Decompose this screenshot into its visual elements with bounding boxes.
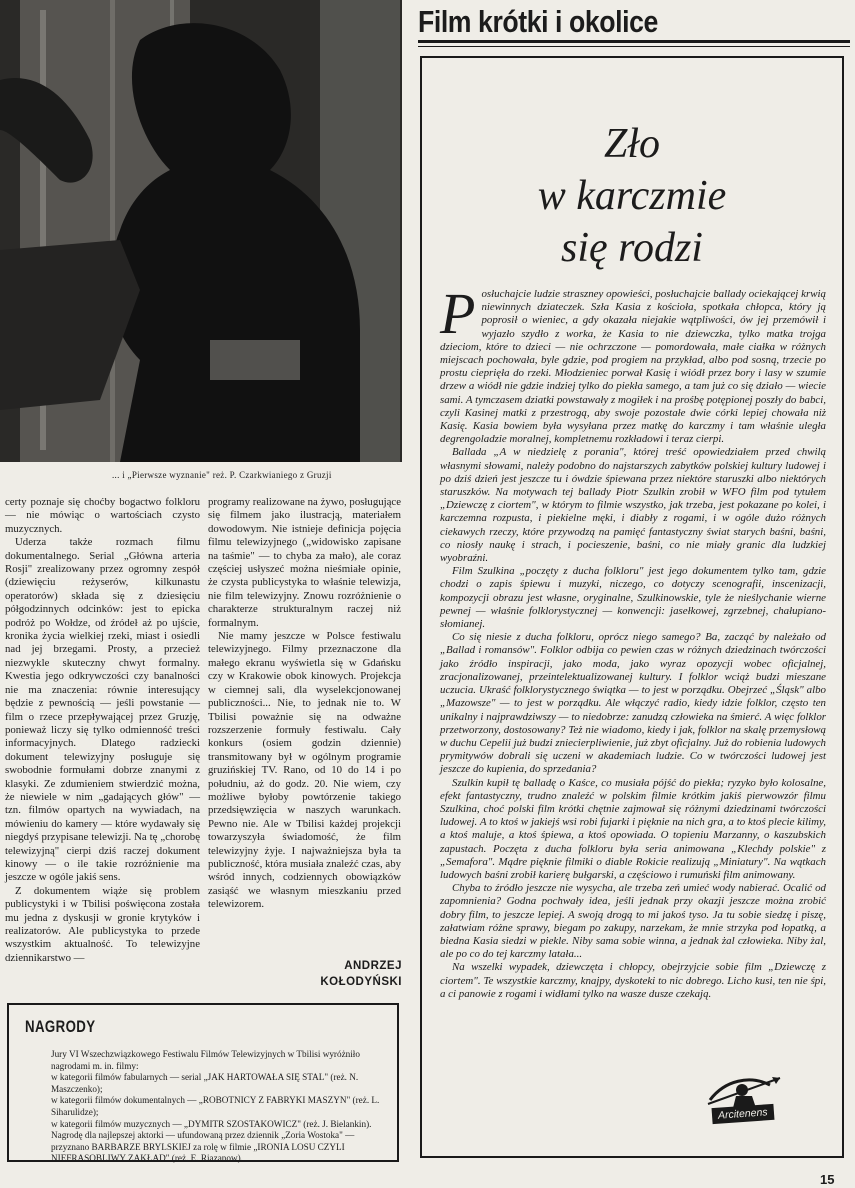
review-paragraph: certy poznaje się choćby bogactwo folkloru — nie mówiąc o wartościach czysto muzycznych. [5, 496, 200, 535]
article-paragraph: Na wszelki wypadek, dziewczęta i chłopcy, obejrzyjcie sobie film „Dziewczę z ciortem". Te wszystkie karczmy, knajpy, dyskoteki to nic dobrego. Licho kusi, ten nie śpi, a ci panowie z rogami i widłami tylko na wasze dusze czekają. [440, 961, 826, 1000]
article-headline [422, 118, 842, 274]
page-number: 15 [820, 1172, 835, 1187]
awards-box [7, 1003, 399, 1162]
article-paragraph: Chyba to źródło jeszcze nie wysycha, ale trzeba zeń umieć wody nabierać. Ocalić od zapomnienia? Godna pochwały idea, jeśli jednak przy okazji jeszcze można zrobić dobry film, to jeszcze lepiej. A swoją drogą to mi jakoś tyso. Ja tu sobie siedzę i piszę, załatwiam różne sprawy, biegam po zakupy, narzekam, że mnie strzyka pod łopatką, a biedna Kasia siedzi w piekle. Niby sama sobie winna, a jednak żal człowieka. Niby żal, ale po co do tej karczmy latała... [440, 882, 826, 961]
article-box [420, 56, 844, 1158]
article-body [440, 281, 826, 1001]
review-column-2 [208, 496, 401, 912]
review-paragraph: programy realizowane na żywo, posługujące się filmem jako ilustracją, materiałem dowodowym. Nie istnieje definicja pojęcia filmu telewizyjnego („widowisko zapisane na taśmie" — to chyba za mało), ale coraz częściej usłyszeć można nieśmiałe opinie, że czysta publicystyka to właśnie telewizja, nie film telewizyjny. Znowu rozróżnienie o charakterze strukturalnym raczej niż formalnym. [208, 496, 401, 629]
author-first-name: ANDRZEJ [344, 960, 402, 972]
headline-line: w karczmie [537, 173, 727, 219]
headline-line: Zło [603, 121, 661, 167]
awards-line: w kategorii filmów dokumentalnych — „ROBOTNICY Z FABRYKI MASZYN" (reż. L. Siharulidze); [51, 1095, 380, 1117]
awards-line: Nagrodę dla najlepszej aktorki — ufundowaną przez dziennik „Zoria Wostoka" — przyznano BARBARZE BRYLSKIEJ za rolę w filmie „IRONIA LOSU CZYLI NIEFRASOBLIWY ZAKŁAD" (reż. E. Riazanow). [51, 1130, 355, 1164]
article-paragraph-text: osłuchajcie ludzie straszney opowieści, posłuchajcie ballady ociekającej krwią niewinnych dziateczek. Szła Kasia z kościoła, spotkała chłopca, który ją poprosił o wieniec, a gdy okazała niejakie wątpliwości, ów jej przemówił i wyjazło szydło z worka, że Kasia to nie dziewczka, tylko matka trojga dzieciom, które to dzieci — nie ochrzczone — pomordowała, małe ciałka w różnych miejscach pochowała, byle gdzie, pod progiem na przykład, albo pod sosną, trzecie po prostu cieprięła do rzeki. Młodzieniec porwał Kasię i wiódł przez bory i lasy w szumie drzew a wiódł nie gdzie indziej tylko do piekła samego, a tam już co się działo — wiecie sami. A tymczasem dziatki powstawały z mogiłek i na prośbę potępionej poszły do babci, czyli Kasinej matki z przestrogą, aby swoje pozostałe dwie córki lepiej chowała niż Kasię. Kasia bowiem była wysyłana przez matkę do karczmy i tam właśnie uległa degrengoladzie moralnej, kompletnemu rozkładowi i teraz cierpi. [440, 288, 826, 446]
review-paragraph: Z dokumentem wiąże się problem publicystyki i w Tbilisi poświęcona została mu jedna z dyskusji w gronie krytyków i realizatorów. Ale publicystyka to przede wszystkim aktualność. To telewizyjne dziennikarstwo — [5, 884, 200, 964]
column-logo-label: Arcitenens [712, 1104, 775, 1124]
review-author [300, 958, 402, 990]
article-paragraph: Ballada „A w niedzielę z porania", której treść opowiedziałem przed chwilą własnymi słowami, należy podobno do najstarszych zabytków polskiej kultury ludowej i po dziś dzień jest jeszcze tu i ówdzie śpiewana przez niektóre staruszki albo niektórych staruszków. Na motywach tej ballady Piotr Szulkin zrobił w WFO film pod tytułem „Dziewczę z ciortem", w którym to filmie wszystko, jak trzeba, jest pokazane po kolei, i karczemna rozpusta, i piekielne męki, i diabły z rogami, i w ogóle dużo różnych ciekawych rzeczy, które przywodzą na pamięć fantastyczny świat starych baśni, baśni, co niosły naukę i strach, i pocieszenie, baśni, co nie miały granic dla ludzkiej wyobraźni. [440, 446, 826, 565]
awards-line: Jury VI Wszechzwiązkowego Festiwalu Filmów Telewizyjnych w Tbilisi wyróżniło nagrodami m. in. filmy: [51, 1049, 360, 1071]
author-last-name: KOŁODYŃSKI [320, 976, 402, 988]
awards-title: NAGRODY [25, 1017, 96, 1036]
photo-caption: ... i „Pierwsze wyznanie" reż. P. Czarkwianiego z Gruzji [112, 470, 332, 480]
awards-line: w kategorii filmów muzycznych — „DYMITR SZOSTAKOWICZ" (reż. J. Bielankin). [51, 1118, 372, 1129]
review-paragraph: Nie mamy jeszcze w Polsce festiwalu telewizyjnego. Filmy przeznaczone dla małego ekranu wyświetla się w Gdańsku czy w Krakowie obok kinowych. Projekcja w ciemnej sali, dla wyselekcjonowanej publiczności... Nie, to jednak nie to. W Tbilisi poważnie się na odważne rozszerzenie formuły festiwalu. Cały konkurs (osiem godzin dziennie) transmitowany był w ogólnym programie gruzińskiej TV. Rano, od 10 do 14 i po południu, aż do godz. 20. Nie wiem, czy możliwe byłoby powtórzenie takiego przedsięwzięcia w naszych warunkach. Pewno nie. Ale w Tbilisi każdej projekcji towarzyszyła świadomość, że film telewizyjny żyje. I najważniejsza była ta publiczność, która musiała znaleźć czas, aby wśród innych, codziennych obowiązków zasiąść we własnym mieszkaniu przed telewizorem. [208, 630, 401, 911]
headline-line: się rodzi [561, 225, 703, 271]
section-rule [418, 40, 850, 43]
article-paragraph: Film Szulkina „poczęty z ducha folkloru" jest jego dokumentem tylko tam, gdzie chodzi o zapis śpiewu i muzyki, niczego, co dotyczy scenografii, inscenizacji, kompozycji obrazu jest własne, oryginalne, Szulkinowskie, tyle że nieślychanie wierne pewnej — właśnie folklorystycznej — konwencji: jasełkowej, zgrzebnej, chałupiano-słomianej. [440, 565, 826, 631]
awards-line: w kategorii filmów fabularnych — serial „JAK HARTOWAŁA SIĘ STAL" (reż. N. Maszczenko); [51, 1072, 359, 1094]
article-paragraph: Szulkin kupił tę balladę o Kaśce, co musiała pójść do piekła; ryzyko było kolosalne, efekt fantastyczny, trudno znaleźć w polskim filmie krótkim jakiś pierwowzór filmu Szulkina, choć polski film krótki chętnie zajmował się różnymi dziedzinami twórczości ludowej. A to ktoś w jakiejś wsi robi fujarki i pięknie na nich gra, a to ktoś plecie kilimy, a ktoś maluje, a ktoś śpiewa, a ktoś opowiada. O topieniu Marzanny, o kaszubskich zapustach. Poczęta z ducha folkloru była seria animowana „Klechdy polskie" z „Semafora". Mądre pięknie filmiki o diable Rokicie realizują „Miniatury". Na wątkach ludowych baśni zrobił karierę bułgarski, a częściowo i rumuński film animowany. [440, 776, 826, 881]
drop-cap: P [440, 281, 476, 346]
article-paragraph: Co się niesie z ducha folkloru, oprócz niego samego? Ba, zacząć by należało od „Ballad i romansów". Folklor odbija co pewien czas w różnych dziedzinach twórczości jako źródło inspiracji, jako moda, jako wyraz opozycji wobec oficjalnej, zracjonalizowanej, przeintelektualizowanej kultury. I folklor wciąż budzi mieszane uczucia. Ukraść folklorystycznego świątka — to jest w porządku. Obejrzeć „Śląsk" albo „Mazowsze" — to jest w porządku. Ale włączyć radio, kiedy idzie folklor, często ten unikalny i najprawdziwszy — to niedobrze: zanudzą człowieka na śmierć. A więc folklor przetworzony, dostosowany? Też nie wiadomo, kiedy i jak, folklor na skalę przemysłową w duchu Cepelii już budzi zniecierpliwienie, już zbyt oficjalny. Już do robienia ludowych prymitywów dobrali się uczeni w akademiach ludzie. Co w twórczości ludowej jest jeszcze do kupienia, do sprzedania? [440, 631, 826, 776]
review-paragraph: Uderza także rozmach filmu dokumentalnego. Serial „Główna arteria Rosji" zrealizowany przez ogromny zespół (dziewięciu reżyserów, kilkunastu operatorów) składa się z dziesięciu półgodzinnych odcinków: jest to epicka podróż po Wołdze, od źródeł aż po ujście, kronika życia wielkiej rzeki, miast i osiedli nad jej brzegami. Prosty, a przecież niezwykle skuteczny chwyt formalny. Kwestia jego odkrywczości czy banalności nie ma znaczenia: równie interesujący będzie z pewnością — jeśli powstanie — film o rzece przepływającej przez Gruzję, ponieważ liczy się tylko odmienność treści informacyjnych. Dlatego radziecki dokument telewizyjny posługuje się swobodnie formułami dobrze znanymi z klasyki. Ze zdumieniem stwierdzić można, że niewiele w nim „gadających głów" — tzn. filmów opartych na wywiadach, na mówieniu do kamery — które wydawały się niegdyś przypisane telewizji. Na tę „chorobę telewizyjną" cierpi dziś raczej dokument kinowy — o ile takie rozróżnienie ma jeszcze w ogóle jakiś sens. [5, 536, 200, 884]
section-title: Film krótki i okolice [418, 4, 658, 39]
section-rule-thin [418, 46, 850, 47]
film-still-photo [0, 0, 402, 462]
awards-list [51, 1049, 381, 1165]
article-paragraph [440, 281, 826, 446]
review-column-1 [5, 496, 200, 965]
archer-icon [700, 1060, 790, 1138]
